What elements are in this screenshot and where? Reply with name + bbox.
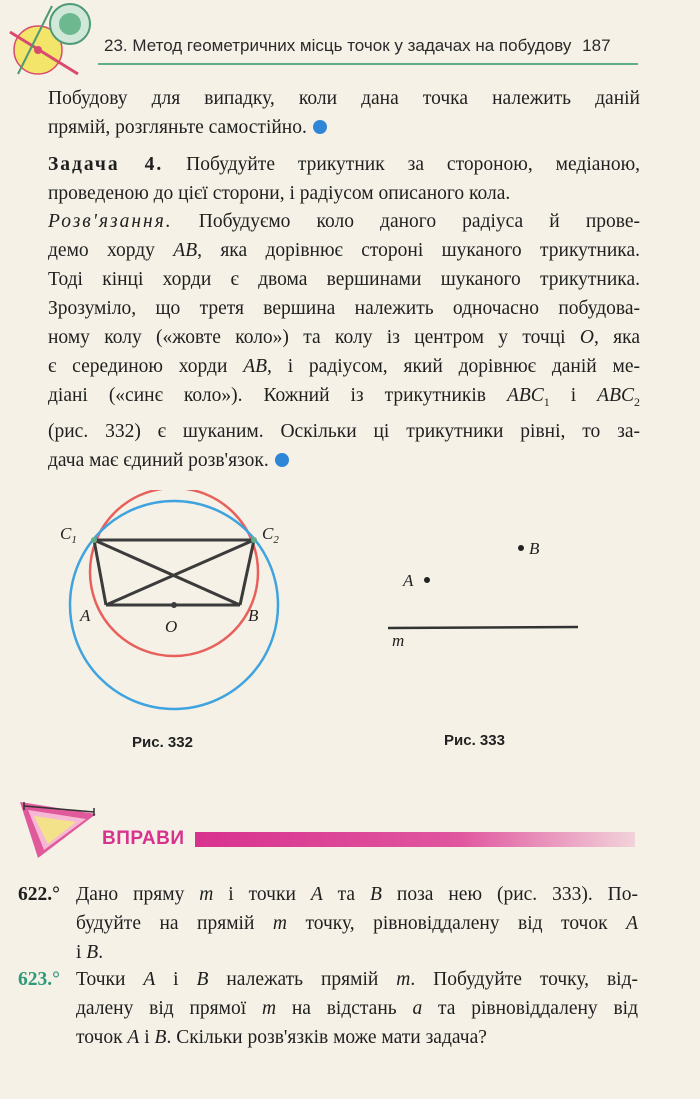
exercises-title-bar xyxy=(195,832,635,847)
point-b xyxy=(518,545,524,551)
task-4-line-1: Побудуйте трикутник за стороною, медіаною, xyxy=(186,154,641,175)
chapter-logo-icon xyxy=(8,2,100,78)
header-title: 23. Метод геометричних місць точок у задачах на побудову xyxy=(104,36,572,55)
segment-c2-a xyxy=(106,540,254,605)
task-4-label: Задача 4. xyxy=(48,154,164,175)
label-c2: $C_2$ xyxy=(262,524,279,546)
end-marker-icon xyxy=(313,120,327,134)
label-a: A xyxy=(80,606,91,625)
label-c1: $C_1$ xyxy=(60,524,77,546)
label-m: m xyxy=(392,631,405,650)
page-number: 187 xyxy=(582,36,611,55)
exercises-icon xyxy=(16,792,102,860)
label-o: O xyxy=(165,617,178,636)
page-header xyxy=(104,36,644,56)
point-c2 xyxy=(251,537,257,543)
header-divider xyxy=(98,63,638,65)
end-marker-icon xyxy=(275,453,289,467)
exercise-623-number: 623.° xyxy=(18,969,60,990)
intro-line-2: прямій, розгляньте самостійно. xyxy=(48,117,307,138)
figure-332 xyxy=(40,490,320,720)
exercise-622-number: 622.° xyxy=(18,884,60,905)
figure-333-caption: Рис. 333 xyxy=(444,732,505,749)
solution: Розв'язання. Побудуємо коло даного радіуса й прове- демо хорду AB, яка дорівнює стороні шуканого трикутника. Тоді кінці хорди є двома вершинами шуканого трикутника. Зрозуміло, що третя вершина належить одночасно побудова- ному колу («жовте коло») та колу із центром у точці O, яка є серединою хорди AB, і радіусом, який дорівнює даній ме- діані («синє коло»). Кожний із трикутників $ABC_1$ і $ABC_2$ (рис. 332) є шуканим. Оскільки ці трикутники рівні, то за- дача має єдиний розв'язок. xyxy=(48,211,640,471)
intro-paragraph xyxy=(48,84,640,142)
intro-line-1: Побудову для випадку, коли дана точка належить даній xyxy=(48,88,640,109)
segment-c2-b xyxy=(240,540,254,605)
figure-333 xyxy=(380,530,590,660)
task-4-line-2: проведеною до цієї сторони, і радіусом описаного кола. xyxy=(48,183,511,204)
segment-c1-a xyxy=(94,540,106,605)
label-b: B xyxy=(248,606,259,625)
label-b: B xyxy=(529,539,540,558)
segment-c1-b xyxy=(94,540,240,605)
solution-label: Розв'язання. xyxy=(48,211,173,232)
figure-332-caption: Рис. 332 xyxy=(132,734,193,751)
line-m xyxy=(388,627,578,628)
label-a: A xyxy=(403,571,414,590)
point-a xyxy=(424,577,430,583)
task-4 xyxy=(48,150,640,208)
exercises-title: ВПРАВИ xyxy=(102,828,185,849)
point-c1 xyxy=(91,537,97,543)
point-o xyxy=(171,602,177,608)
